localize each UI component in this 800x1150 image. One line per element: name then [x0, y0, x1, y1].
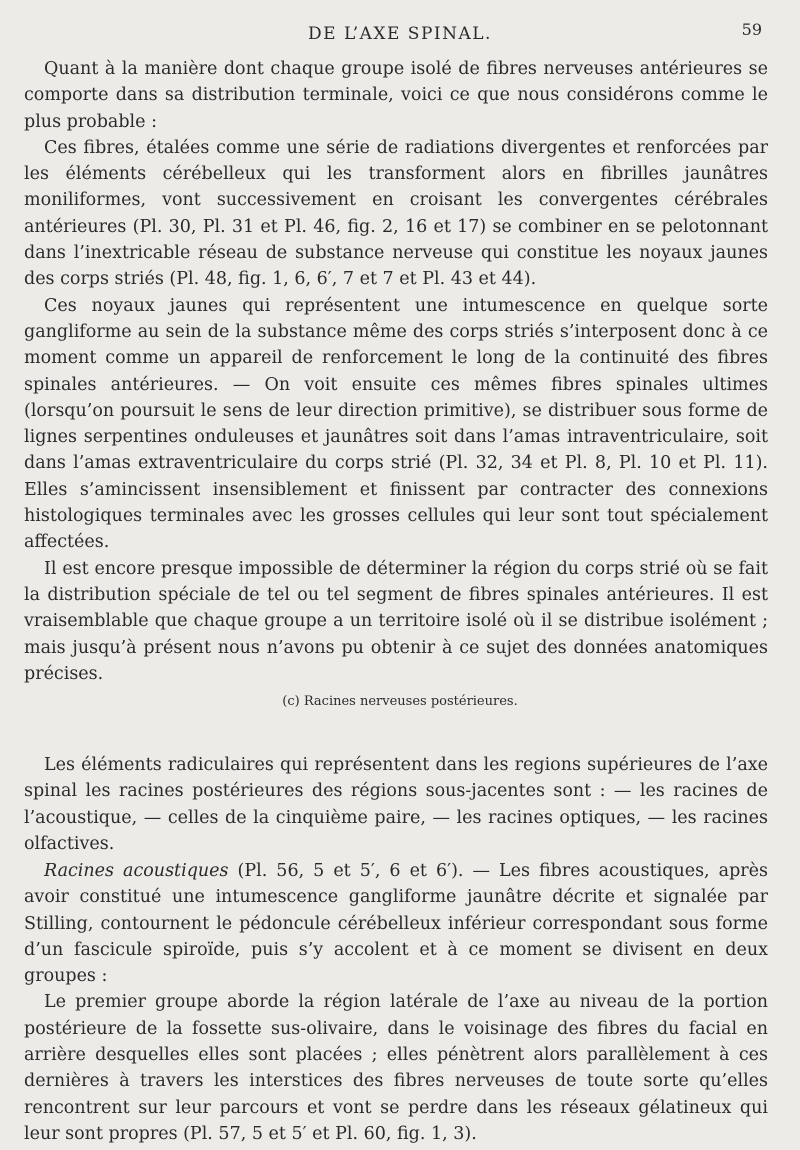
paragraph-intro: Quant à la manière dont chaque groupe isolé de fibres nerveuses antérieures se comporte dans sa distribution terminale, voici ce que nous considérons comme le plus probable : — [24, 59, 768, 132]
paragraph-noyaux-jaunes: Ces noyaux jaunes qui représentent une intumescence en quelque sorte gangliforme au sein de la substance même des corps striés s’interposent donc à ce moment comme un appareil de renforcement le long de la continuité des fibres spinales antérieures. — On voit ensuite ces mêmes fibres spinales ultimes (lorsqu’on poursuit le sens de leur direction primitive), se distribuer sous forme de lignes serpentines onduleuses et jaunâtres soit dans l’amas intraventriculaire, soit dans l’amas extraventriculaire du corps strié (Pl. 32, 34 et Pl. 8, Pl. 10 et Pl. 11). Elles s’amincissent insensiblement et finissent par contracter des connexions histologiques terminales avec les grosses cellules qui leur sont tout spécialement affectées. — [24, 295, 768, 553]
paragraph-fibres: Ces fibres, étalées comme une série de radiations divergentes et renforcées par les éléments cérébelleux qui les transforment alors en fibrilles jaunâtres moniliformes, vont successivement en croisant les convergentes cérébrales antérieures (Pl. 30, Pl. 31 et Pl. 46, fig. 2, 16 et 17) se combiner en se pelotonnant dans l’inextricable réseau de substance nerveuse qui constitue les noyaux jaunes des corps striés (Pl. 48, fig. 1, 6, 6′, 7 et 7 et Pl. 43 et 44). — [24, 137, 768, 290]
paragraph-premier-groupe: Le premier groupe aborde la région latérale de l’axe au niveau de la portion postérieure de la fossette sus-olivaire, dans le voisinage des fibres du facial en arrière desquelles elles sont placées ; elles pénètrent alors parallèlement à ces dernières à travers les interstices des fibres nerveuses de toute sorte qu’elles rencontrent sur leur parcours et vont se perdre dans les réseaux gélatineux qui leur sont propres (Pl. 57, 5 et 5′ et Pl. 60, fig. 1, 3). — [24, 992, 768, 1144]
section-heading: (c) Racines nerveuses postérieures. — [282, 694, 518, 709]
page-number: 59 — [741, 20, 762, 39]
paragraph-acoustic-lead — [24, 858, 768, 989]
text-block-acoustic — [24, 858, 768, 1147]
text-block-posterior-intro — [24, 752, 768, 857]
text-block-anterior-fibres — [24, 56, 768, 687]
running-head: DE L’AXE SPINAL. — [308, 24, 492, 44]
paragraph-distribution: Il est encore presque impossible de déterminer la région du corps strié où se fait la distribution spéciale de tel ou tel segment de fibres spinales antérieures. Il est vraisemblable que chaque groupe a un territoire isolé où il se distribue isolément ; mais jusqu’à présent nous n’avons pu obtenir à ce sujet des données anatomiques précises. — [24, 558, 768, 684]
acoustic-lead-text: (Pl. 56, 5 et 5′, 6 et 6′). — Les fibres acoustiques, après avoir constitué une intumescence gangliforme jaunâtre décrite et signalée par Stilling, contournent le pédoncule cérébelleux inférieur correspondant sous forme d’un fascicule spiroïde, puis s’y accolent et à ce moment se divisent en deux groupes : — [24, 861, 768, 987]
racines-acoustiques-title: Racines acoustiques — [44, 861, 229, 881]
paragraph-section-intro: Les éléments radiculaires qui représentent dans les regions supérieures de l’axe spinal les racines postérieures des régions sous-jacentes sont : — les racines de l’acoustique, — celles de la cinquième paire, — les racines optiques, — les racines olfactives. — [24, 755, 768, 854]
